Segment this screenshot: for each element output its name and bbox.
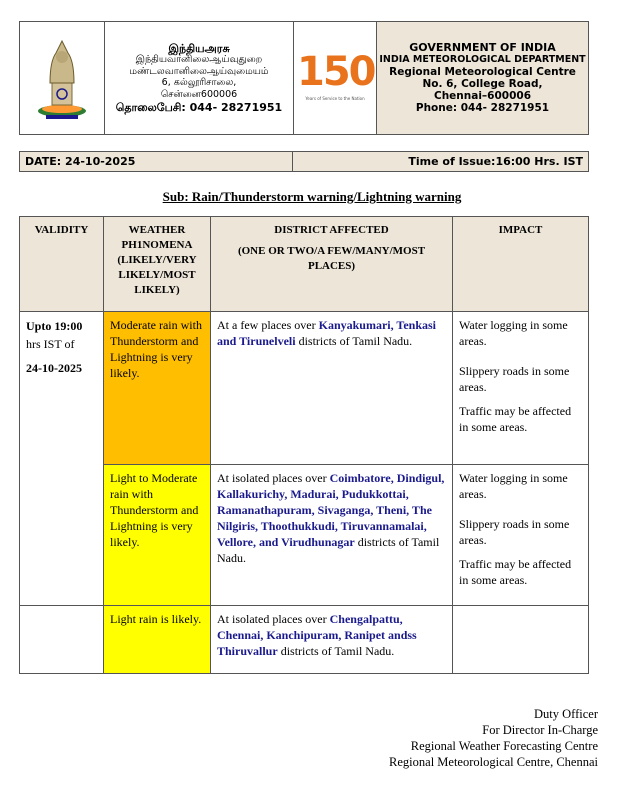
phenomena-cell: Light to Moderate rain with Thunderstorm and Lightning is very likely. [104,465,211,606]
validity-cell-empty [20,606,104,674]
signature-line: For Director In-Charge [482,723,598,737]
tamil-phone: தொலைபேசி: 044- 28271951 [115,101,283,114]
impact-cell [453,465,589,606]
subject-text: Sub: Rain/Thunderstorm warning/Lightning warning [162,189,462,204]
validity-cell [20,312,104,606]
impact-item: Slippery roads in some areas. [459,364,570,394]
district-names: Coimbatore, Dindigul, Kallakurichy, Madurai, Pudukkottai, Ramanathapuram, Sivaganga, Theni, The Nilgiris, Thoothukkudi, Tiruvannamalai, Vellore, and Virudhunagar [217,471,445,549]
district-prefix: At isolated places over [217,471,330,485]
table-row [20,312,589,465]
english-line: INDIA METEOROLOGICAL DEPARTMENT [379,54,586,65]
table-row [20,606,589,674]
impact-item: Traffic may be affected in some areas. [459,557,572,587]
district-cell [211,606,453,674]
impact-item: Traffic may be affected in some areas. [459,404,572,434]
district-prefix: At a few places over [217,318,319,332]
logo-subtext: Years of Service to the Nation [305,96,365,101]
tamil-line: இந்தியஅரசு [168,41,230,55]
subject-line [0,189,624,205]
warning-table [19,216,589,674]
district-suffix: districts of Tamil Nadu. [295,334,413,348]
tamil-address-cell [105,22,294,135]
english-line: Phone: 044- 28271951 [415,102,550,114]
english-address-cell [377,22,589,135]
emblem-cell [20,22,105,135]
district-suffix: districts of Tamil Nadu. [277,644,395,658]
national-emblem-icon [32,31,92,121]
validity-time: Upto 19:00 [26,319,83,333]
impact-item: Water logging in some areas. [459,471,568,501]
tamil-line: 6, கல்லூரிசாலை, [161,77,237,88]
signature-line: Duty Officer [534,707,598,721]
english-line: No. 6, College Road, [422,78,543,90]
letterhead [19,21,589,135]
english-line: GOVERNMENT OF INDIA [409,41,556,54]
header-validity: VALIDITY [20,217,104,312]
impact-cell [453,312,589,465]
header-weather: WEATHER PH1NOMENA (LIKELY/VERY LIKELY/MOST LIKELY) [104,217,211,312]
district-cell [211,312,453,465]
validity-date: 24-10-2025 [26,361,82,375]
district-names: Kanyakumari, Tenkasi and Tirunelveli [217,318,436,348]
district-suffix: districts of Tamil Nadu. [217,535,440,565]
tamil-line: சென்னை600006 [160,88,238,100]
tamil-line: மண்டலவானிலைஆய்வுமையம் [129,65,269,77]
impact-item: Slippery roads in some areas. [459,517,570,547]
validity-suffix: hrs IST of [26,337,75,351]
phenomena-cell: Moderate rain with Thunderstorm and Lightning is very likely. [104,312,211,465]
logo-cell [294,22,377,135]
district-cell [211,465,453,606]
district-names: Chengalpattu, Chennai, Kanchipuram, Ranipet andss Thiruvallur [217,612,417,658]
issue-time: Time of Issue:16:00 Hrs. IST [293,152,589,172]
impact-item: Water logging in some areas. [459,318,568,348]
header-district-title: DISTRICT AFFECTED [274,224,389,236]
date-bar [19,151,589,172]
english-line: Chennai–600006 [433,90,532,102]
issue-date: DATE: 24-10-2025 [20,152,293,172]
table-header-row [20,217,589,312]
header-district-sub: (ONE OR TWO/A FEW/MANY/MOST PLACES) [237,245,426,272]
district-prefix: At isolated places over [217,612,330,626]
header-impact: IMPACT [453,217,589,312]
tamil-line: இந்தியவானிலைஆய்வுதுறை [135,54,263,65]
table-row [20,465,589,606]
signature-line: Regional Meteorological Centre, Chennai [389,755,598,769]
phenomena-cell: Light rain is likely. [104,606,211,674]
signature-line: Regional Weather Forecasting Centre [410,739,598,753]
logo-number: 150 [297,49,375,95]
header-district [211,217,453,312]
english-line: Regional Meteorological Centre [389,66,576,78]
imd-150-logo [297,48,373,108]
signature-block [389,706,598,770]
impact-cell-empty [453,606,589,674]
